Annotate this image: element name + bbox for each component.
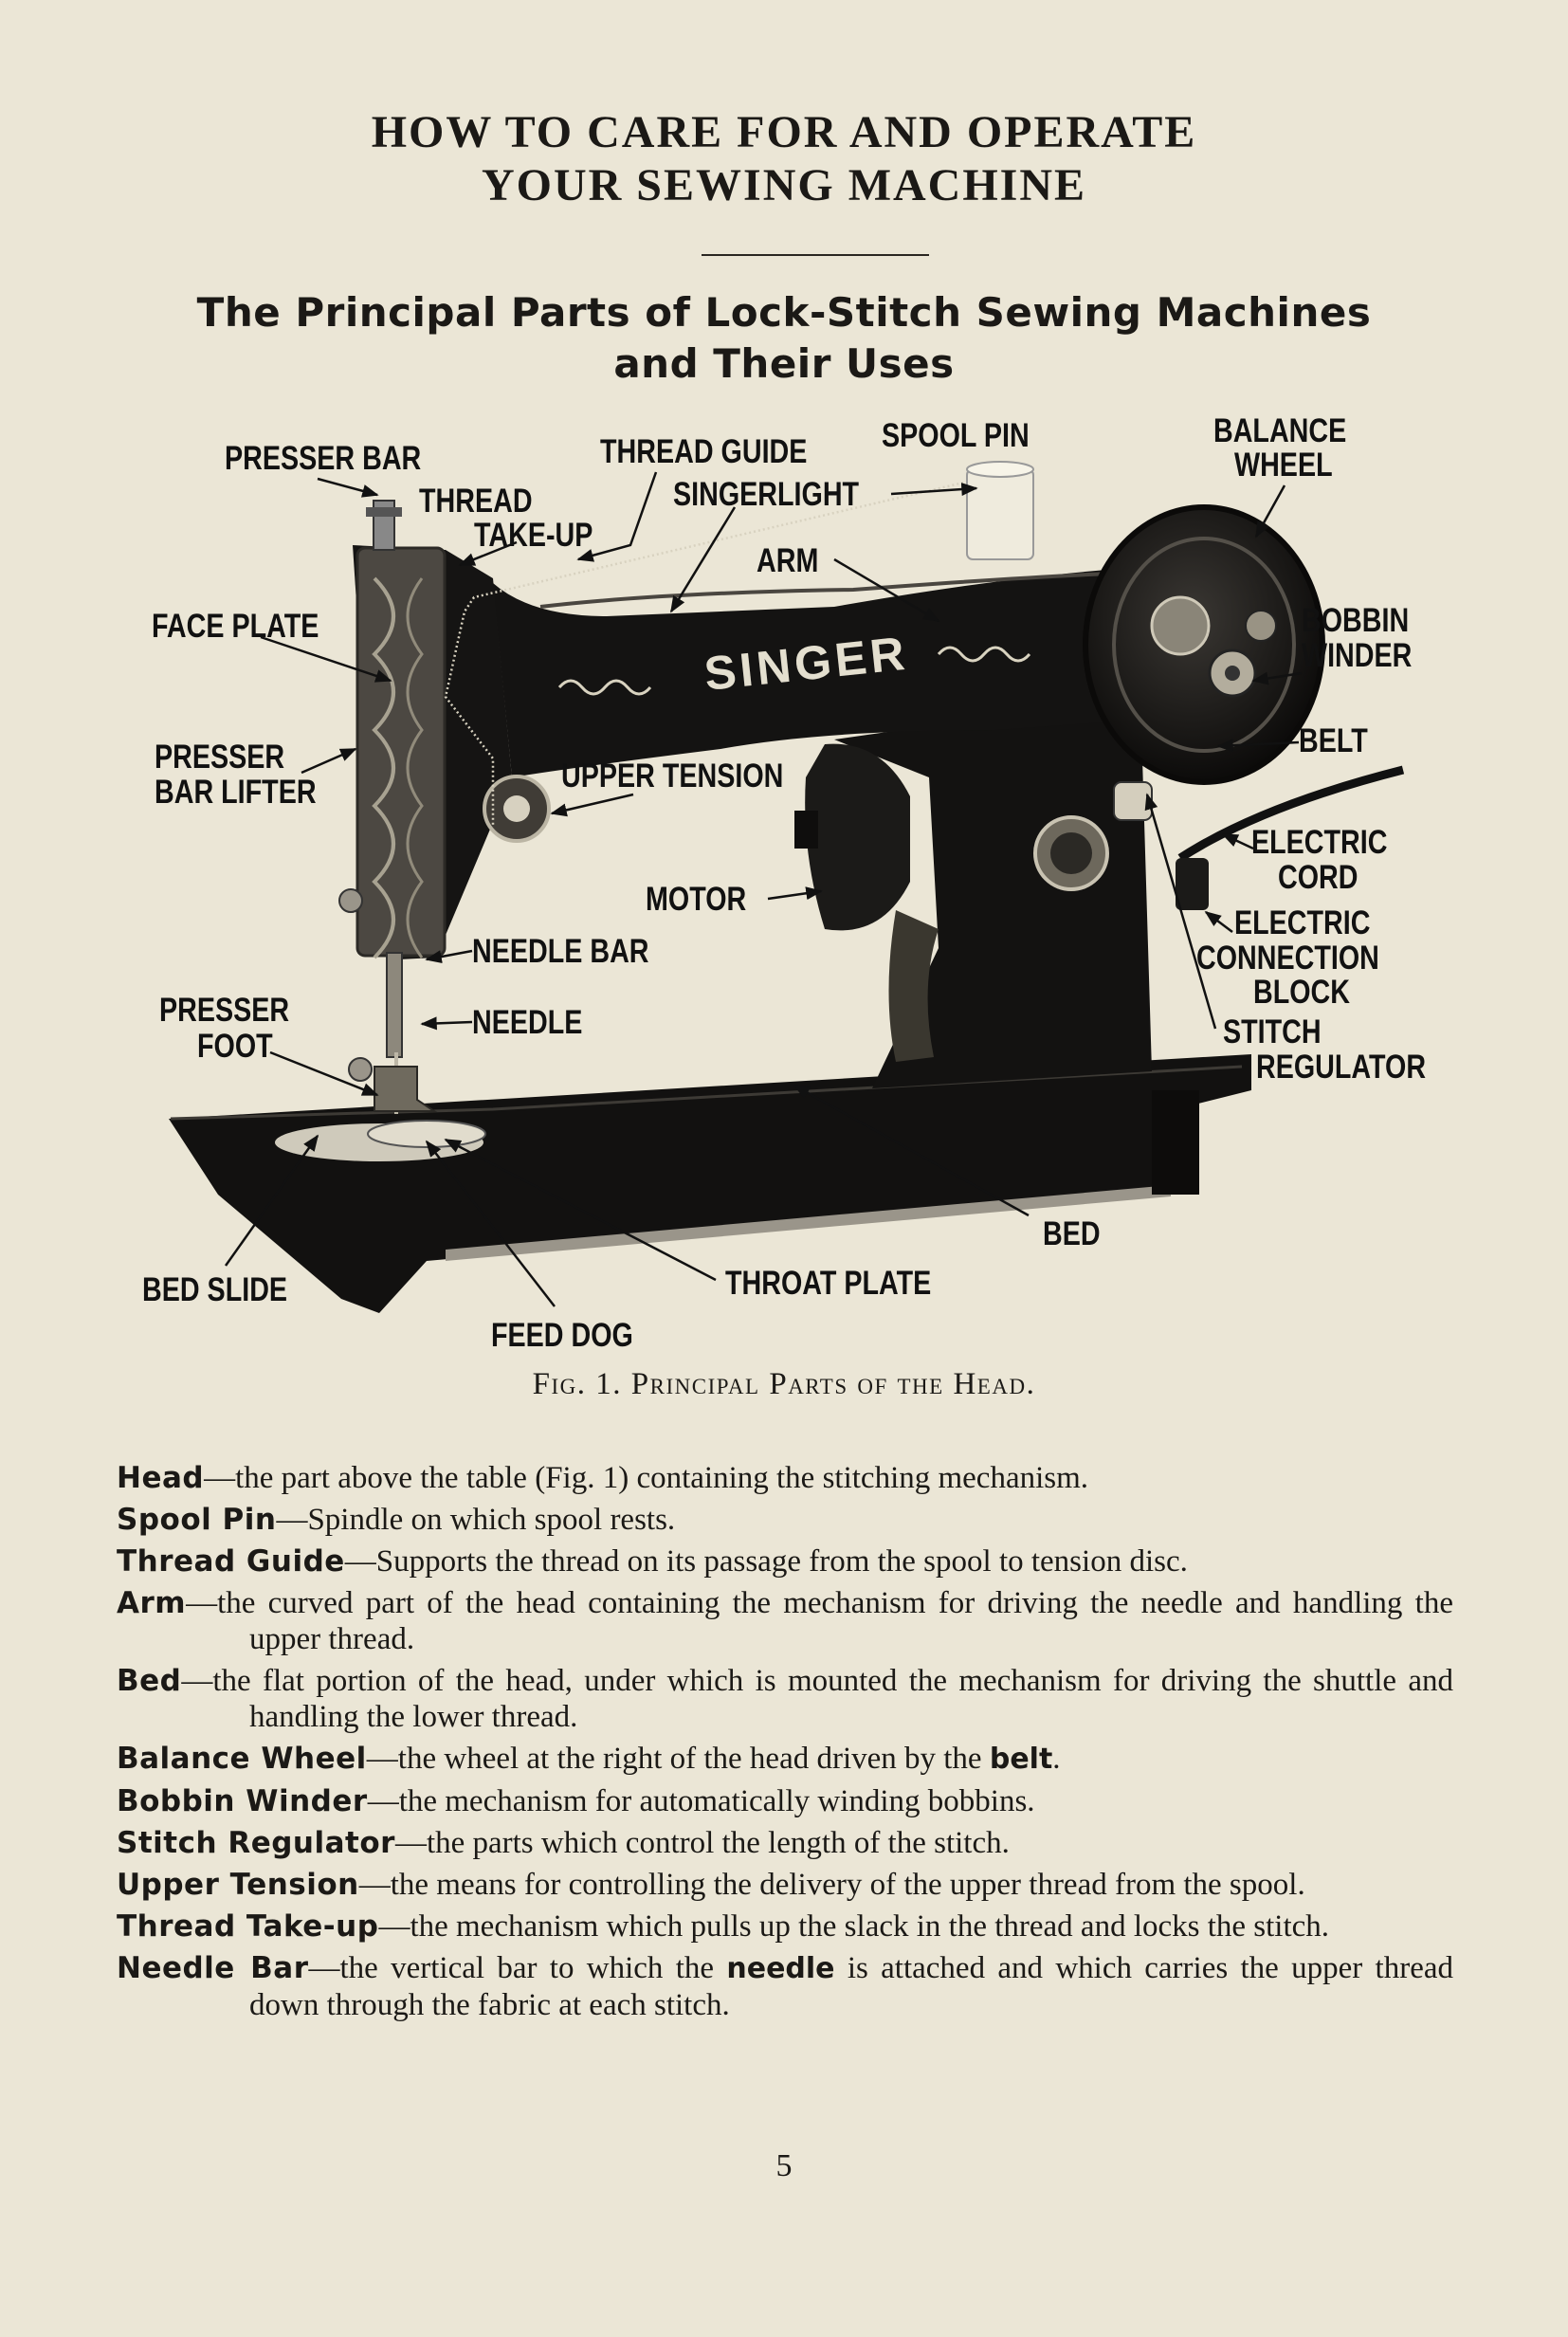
label-spool-pin: SPOOL PIN	[882, 416, 1030, 454]
label-arm: ARM	[757, 541, 819, 579]
label-bobbin-winder-2: WINDER	[1302, 636, 1413, 674]
definition-arm: Arm—the curved part of the head containing the mechanism for driving the needle and handling the upper thread.	[117, 1586, 1453, 1656]
label-thread-take-up-2: TAKE-UP	[474, 516, 593, 554]
definition-thread-guide: Thread Guide—Supports the thread on its passage from the spool to tension disc.	[117, 1544, 1188, 1579]
machine-illustration	[169, 462, 1403, 1313]
bed-shape	[169, 1054, 1251, 1313]
label-bed: BED	[1043, 1214, 1101, 1252]
definition-bobbin-winder: Bobbin Winder—the mechanism for automatically winding bobbins.	[117, 1784, 1035, 1818]
needle-bar-shape	[387, 953, 402, 1057]
label-bed-slide: BED SLIDE	[142, 1270, 288, 1308]
section-heading-line-1: The Principal Parts of Lock-Stitch Sewing Machines	[196, 289, 1372, 336]
label-feed-dog: FEED DOG	[491, 1316, 633, 1354]
label-electric-cord-2: CORD	[1278, 858, 1358, 896]
page-number: 5	[775, 2148, 793, 2183]
label-balance-wheel-2: WHEEL	[1234, 446, 1333, 484]
label-upper-tension: UPPER TENSION	[561, 757, 784, 794]
label-needle: NEEDLE	[472, 1003, 583, 1041]
definition-needle-bar: Needle Bar—the vertical bar to which the needle is attached and which carries the upper thread down through the fabric at each stitch.	[117, 1951, 1453, 2022]
label-needle-bar: NEEDLE BAR	[472, 932, 649, 970]
title-divider	[702, 254, 929, 256]
definition-stitch-regulator: Stitch Regulator—the parts which control the length of the stitch.	[117, 1826, 1010, 1860]
page-title-line-1: HOW TO CARE FOR AND OPERATE	[371, 107, 1197, 157]
face-plate-shape	[357, 548, 445, 956]
section-heading-line-2: and Their Uses	[613, 340, 955, 387]
definition-thread-take-up: Thread Take-up—the mechanism which pulls up the slack in the thread and locks the stitch.	[117, 1909, 1330, 1944]
label-stitch-regulator-2: REGULATOR	[1256, 1048, 1427, 1086]
figure-caption: Fig. 1. Principal Parts of the Head.	[532, 1367, 1036, 1401]
singer-brand-text: SINGER	[702, 626, 911, 701]
definitions-list	[117, 1460, 1453, 2029]
definition-spool-pin: Spool Pin—Spindle on which spool rests.	[117, 1503, 676, 1537]
label-thread-guide: THREAD GUIDE	[600, 432, 808, 470]
electric-connection-block-shape	[1176, 858, 1209, 910]
definition-upper-tension: Upper Tension—the means for controlling the delivery of the upper thread from the spool.	[117, 1868, 1305, 1902]
label-balance-wheel-1: BALANCE	[1213, 411, 1347, 449]
spool-shape	[967, 469, 1033, 559]
stitch-regulator-knob	[1114, 782, 1152, 820]
label-stitch-regulator-1: STITCH	[1223, 1013, 1322, 1050]
label-presser-bar: PRESSER BAR	[225, 439, 422, 477]
label-presser-bar-lifter-1: PRESSER	[155, 738, 285, 776]
label-face-plate: FACE PLATE	[152, 607, 319, 645]
sewing-machine-figure	[0, 398, 1568, 1356]
label-presser-bar-lifter-2: BAR LIFTER	[155, 773, 317, 811]
balance-wheel-shape	[1085, 507, 1322, 782]
label-electric-connection-block-3: BLOCK	[1253, 973, 1351, 1011]
label-thread-take-up-1: THREAD	[419, 482, 533, 520]
label-presser-foot-1: PRESSER	[159, 991, 290, 1029]
presser-foot-shape	[374, 1067, 434, 1111]
definition-bed: Bed—the flat portion of the head, under which is mounted the mechanism for driving the shuttle and handling the lower thread.	[117, 1664, 1453, 1734]
label-belt: BELT	[1299, 721, 1368, 759]
motor-shape	[805, 744, 910, 931]
label-electric-connection-block-1: ELECTRIC	[1234, 904, 1371, 941]
label-motor: MOTOR	[646, 880, 747, 918]
label-electric-cord-1: ELECTRIC	[1251, 823, 1388, 861]
definition-head: Head—the part above the table (Fig. 1) containing the stitching mechanism.	[117, 1461, 1089, 1495]
page-title-line-2: YOUR SEWING MACHINE	[481, 160, 1087, 210]
label-presser-foot-2: FOOT	[197, 1027, 273, 1065]
label-electric-connection-block-2: CONNECTION	[1196, 939, 1379, 977]
label-throat-plate: THROAT PLATE	[725, 1264, 932, 1302]
label-bobbin-winder-1: BOBBIN	[1302, 601, 1410, 639]
label-singerlight: SINGERLIGHT	[673, 475, 860, 513]
definition-balance-wheel: Balance Wheel—the wheel at the right of the head driven by the belt.	[117, 1742, 1061, 1776]
